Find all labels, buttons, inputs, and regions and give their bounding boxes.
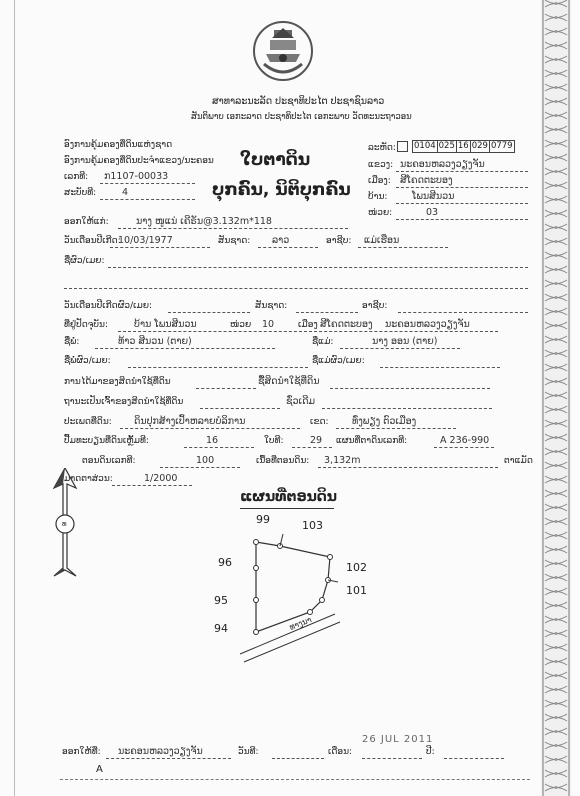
spouse-nat-label: ສັນຊາດ:: [255, 301, 288, 311]
occupation-label: ອາຊີບ:: [326, 236, 352, 246]
father-value: ທ້າວ ສີນວນ (ຕາຍ): [118, 336, 192, 347]
year-label: ປີ:: [426, 747, 435, 757]
document-subtitle: ບຸກຄົນ, ນິຕິບຸກຄົນ: [212, 180, 351, 200]
spouse-mother-line: [380, 367, 500, 368]
issued-at-line: [106, 758, 231, 759]
org-national: ອົງການຄຸ້ມຄອງທີ່ດິນແຫ່ງຊາດ: [64, 140, 173, 150]
day-label: ວັນທີ:: [238, 747, 259, 757]
province-value: ນະຄອນຫລວງວຽງຈັນ: [400, 159, 485, 170]
spouse-occ-label: ອາຊີບ:: [362, 301, 388, 311]
unit-line: [396, 219, 528, 220]
dob-label: ວັນເດືອນປີເກີດ:: [64, 236, 121, 246]
address-city: ນະຄອນຫລວງວຽງຈັນ: [385, 319, 470, 330]
address-label: ທີ່ຢູ່ປັດຈຸບັນ:: [64, 320, 108, 330]
bottom-line: [60, 779, 530, 780]
code-box: 025: [438, 141, 455, 151]
sheet-label: ສະບັບທີ:: [64, 188, 97, 198]
spouse-nat-line: [296, 312, 358, 313]
neighbor-label: 95: [214, 594, 228, 607]
scale-line: [112, 485, 192, 486]
spouse-father-label: ຊື່ພໍ່ຜົວ/ເມຍ:: [64, 356, 111, 366]
address-line: [118, 331, 498, 332]
nationality-line: [258, 247, 318, 248]
land-type-label: ປະເພດທີ່ດິນ:: [64, 417, 112, 427]
left-margin-line: [14, 0, 15, 796]
header-line2: ສັນຕິພາບ ເອກະລາດ ປະຊາທິປະໄຕ ເອກະພາບ ວັດທະນະຖາວອນ: [191, 112, 412, 122]
document-title: ໃບຕາດິນ: [240, 150, 311, 170]
address-district: ສີໂຄດຕະບອງ: [320, 319, 373, 330]
book-label: ປື້ມທະບຽນທີ່ດິນເຫຼັ້ມທີ:: [64, 436, 149, 446]
issued-to-value: ນາງ ໜູແນ່ ເຄີຣັນ@3.132m*118: [136, 216, 272, 227]
address-district-label: ເມືອງ: [298, 320, 318, 330]
date-stamp: 26 JUL 2011: [362, 734, 434, 745]
parcel-value: 100: [196, 455, 215, 466]
right-basis-label: ຖານະເປັນເຈົ້າຂອງສິດນຳໃຊ້ທີ່ດິນ: [64, 397, 184, 407]
map-label: ແຜນທີ່ຕາດິນເລກທີ:: [336, 436, 408, 446]
unit-label: ໜ່ວຍ:: [368, 208, 393, 218]
right-basis-line: [322, 408, 492, 409]
district-label: ເມືອງ:: [368, 176, 391, 186]
spouse-dob-label: ວັນເດືອນປີເກີດຜົວ/ເມຍ:: [64, 301, 153, 311]
right-type-value: ຊື້ສິດນຳໃຊ້ທີ່ດິນ: [258, 376, 320, 387]
district-value: ສີໂຄດຕະບອງ: [400, 175, 453, 186]
land-type-value: ດິນປຸກສ້າງເປົ້າຫລາຍບໍລິການ: [134, 416, 246, 427]
month-label: ເດືອນ:: [328, 747, 353, 757]
neighbor-label: 102: [346, 561, 367, 574]
book-value: 16: [206, 435, 219, 446]
issued-at-value: ນະຄອນຫລວງວຽງຈັນ: [118, 746, 203, 757]
province-line: [396, 171, 528, 172]
code-label: ລະຫັດ:: [368, 143, 396, 153]
neighbor-label: 94: [214, 622, 228, 635]
year-line: [444, 758, 504, 759]
scale-label: ມາດຕາສ່ວນ:: [64, 474, 113, 484]
national-emblem: [252, 20, 314, 82]
code-checkbox: [397, 141, 408, 152]
district-line: [396, 187, 528, 188]
village-line: [396, 203, 528, 204]
page-line: [292, 447, 332, 448]
map-heading: ແຜນທີ່ຕອນດິນ: [240, 489, 337, 505]
scale-value: 1/2000: [144, 473, 178, 484]
parcel-line: [160, 467, 240, 468]
land-type-line: [120, 428, 300, 429]
spouse-line: [108, 267, 528, 268]
nationality-value: ລາວ: [272, 235, 290, 246]
spouse-mother-label: ຊື່ແມ່ຜົວ/ເມຍ:: [312, 356, 365, 366]
right-type-label: ການໄດ້ມາຂອງສິດນຳໃຊ້ທີ່ດິນ: [64, 377, 171, 387]
zone-label: ເຂດ:: [310, 417, 329, 427]
father-line: [95, 348, 275, 349]
right-type-line: [330, 388, 490, 389]
issued-to-line: [118, 228, 348, 229]
right-type-dash: [196, 388, 256, 389]
spouse-occ-line: [398, 312, 528, 313]
north-label: ທ: [62, 520, 67, 528]
issued-at-label: ອອກໃຫ້ທີ່:: [62, 747, 101, 757]
area-line: [318, 467, 498, 468]
nationality-label: ສັນຊາດ:: [218, 236, 251, 246]
father-label: ຊື່ພໍ່:: [64, 337, 80, 347]
road-label: ທາງນາ: [288, 615, 313, 632]
occupation-value: ແມ່ເຮືອນ: [364, 235, 400, 246]
neighbor-label: 96: [218, 556, 232, 569]
map-value: A 236-990: [440, 435, 490, 446]
dob-line: [110, 247, 210, 248]
address-unit-label: ໜ່ວຍ: [230, 320, 252, 330]
number-line: [100, 183, 195, 184]
neighbor-label: 99: [256, 513, 270, 526]
mother-label: ຊື່ແມ່:: [312, 337, 334, 347]
blank-line: [64, 288, 528, 289]
neighbor-label: 103: [302, 519, 323, 532]
parcel-label: ຕອນດິນເລກທີ:: [82, 456, 136, 466]
mother-value: ນາງ ອອນ (ຕາຍ): [372, 336, 438, 347]
address-village: ບ້ານ ໂພນສີນວນ: [134, 319, 197, 330]
village-value: ໂພນສີນວນ: [412, 191, 455, 202]
number-label: ເລກທີ:: [64, 172, 89, 182]
footer-mark: A: [96, 764, 103, 775]
area-label: ເນື້ອທີ່ຕອນດິນ:: [256, 456, 310, 466]
day-line: [272, 758, 324, 759]
code-box: 16: [457, 141, 469, 151]
spouse-label: ຊື່ຜົວ/ເມຍ:: [64, 256, 105, 266]
number-value: ກ1107-00033: [104, 171, 169, 182]
code-box: 029: [471, 141, 488, 151]
page-label: ໃບທີ:: [264, 436, 284, 446]
issued-to-label: ອອກໃຫ້ແກ່:: [64, 217, 109, 227]
book-line: [184, 447, 254, 448]
area-unit: ຕາແມັດ: [504, 456, 533, 466]
area-value: 3,132m: [324, 455, 361, 466]
dob-value: 10/03/1977: [118, 235, 173, 246]
decorative-border: [541, 0, 571, 796]
province-label: ແຂວງ:: [368, 160, 394, 170]
code-box: 0779: [490, 141, 513, 151]
code-box: 0104: [414, 141, 436, 151]
right-basis-value: ຊົ່ວເດີມ: [286, 396, 316, 407]
code-boxes: [412, 140, 514, 153]
page-value: 29: [310, 435, 323, 446]
spouse-father-line: [128, 367, 308, 368]
occupation-line: [358, 247, 448, 248]
zone-line: [336, 428, 456, 429]
address-unit: 10: [262, 319, 275, 330]
right-basis-dash: [200, 408, 280, 409]
mother-line: [340, 348, 460, 349]
neighbor-label: 101: [346, 584, 367, 597]
map-heading-underline: [240, 508, 334, 509]
zone-value: ທົ່ງພຽງ ຕົວເມືອງ: [352, 416, 417, 427]
org-provincial: ອົງການຄຸ້ມຄອງທີ່ດິນປະຈຳແຂວງ/ນະຄອນ: [64, 156, 214, 166]
sheet-line: [100, 199, 195, 200]
sheet-value: 4: [122, 187, 129, 198]
map-line: [434, 447, 494, 448]
month-line: [362, 758, 422, 759]
village-label: ບ້ານ:: [368, 192, 388, 202]
spouse-dob-line: [168, 312, 250, 313]
header-line1: ສາທາລະນະລັດ ປະຊາທິປະໄຕ ປະຊາຊົນລາວ: [212, 96, 385, 107]
unit-value: 03: [426, 207, 439, 218]
